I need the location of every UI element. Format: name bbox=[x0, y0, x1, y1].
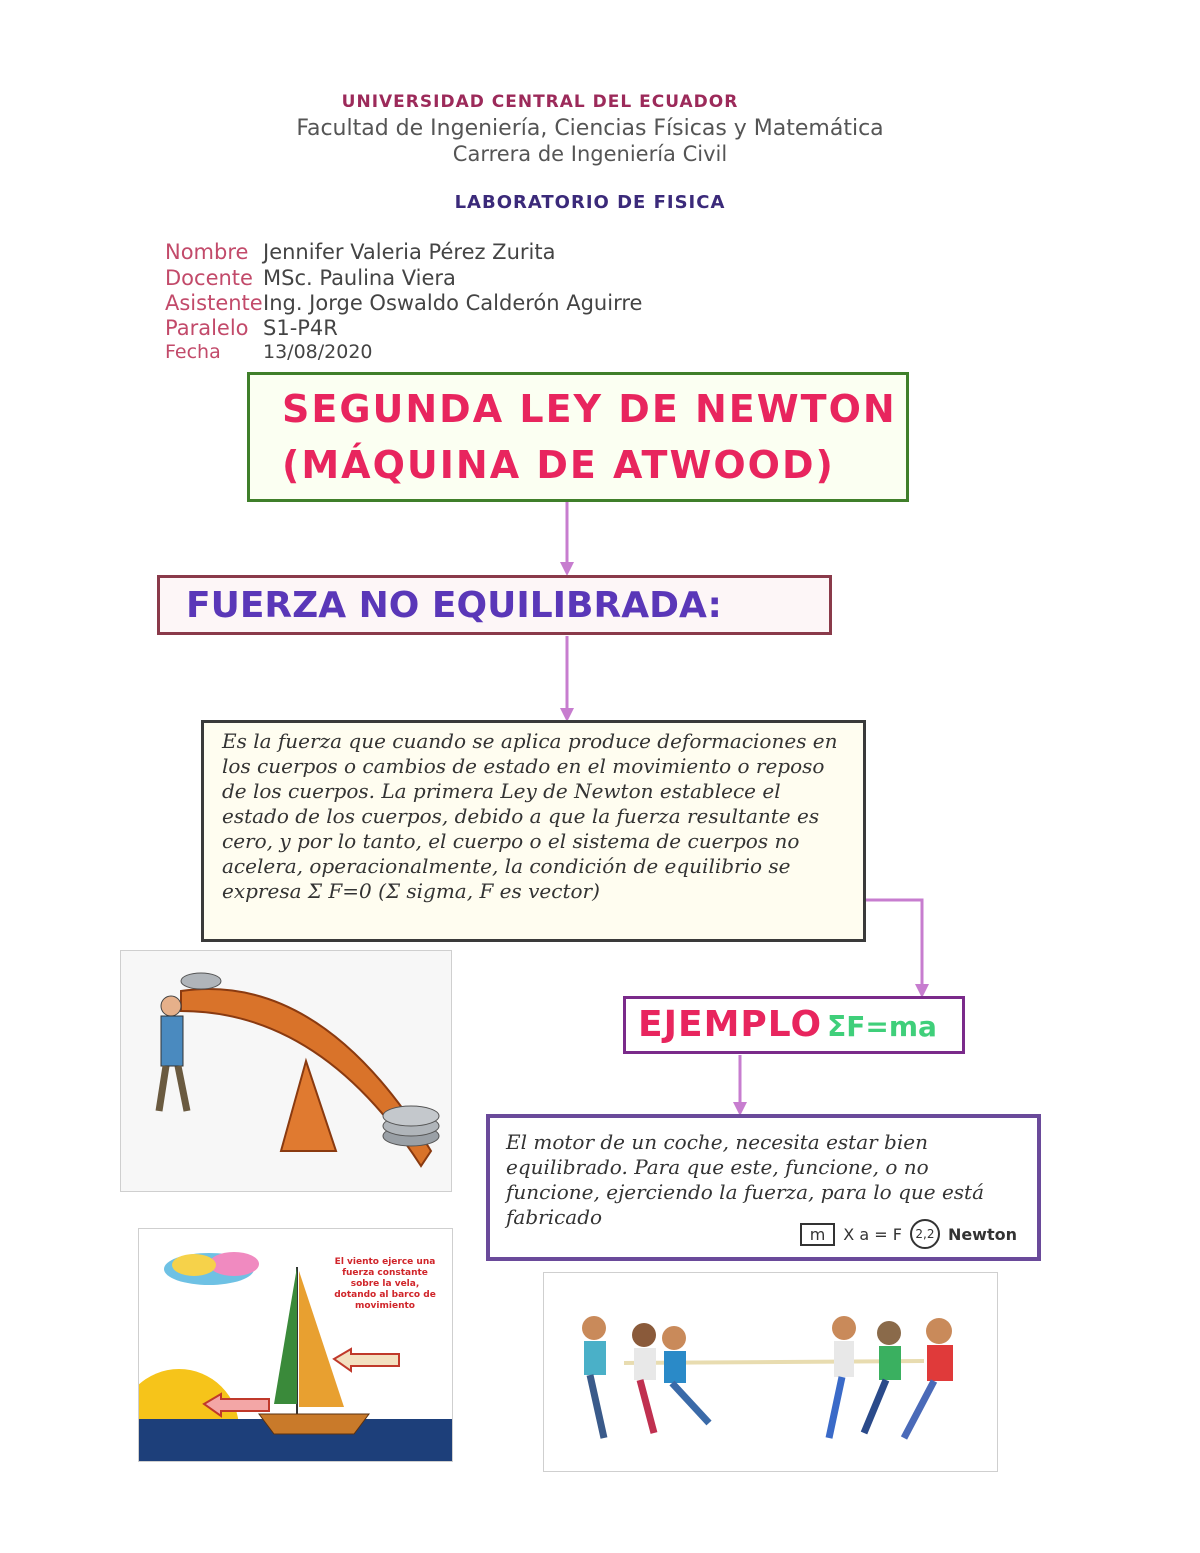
title-line-2: (MÁQUINA DE ATWOOD) bbox=[282, 443, 835, 487]
info-key: Asistente bbox=[165, 291, 263, 315]
definition-text: Es la fuerza que cuando se aplica produce deformaciones en los cuerpos o cambios de estado en el movimiento o reposo de los cuerpos. La primera Ley de Newton establece el estado de los cuerpos, debido a que la fuerza resultante es cero, y por lo tanto, el cuerpo o el sistema de cuerpos no acelera, operacionalmente, la condición de equilibrio se expresa Σ F=0 (Σ sigma, F es vector) bbox=[222, 729, 838, 903]
lab-title: LABORATORIO DE FISICA bbox=[454, 192, 726, 213]
definition-box bbox=[201, 720, 866, 942]
section-title: FUERZA NO EQUILIBRADA: bbox=[186, 585, 722, 626]
info-value: S1-P4R bbox=[263, 316, 338, 340]
tug-of-war-icon bbox=[544, 1273, 997, 1471]
equation-text: X a = F bbox=[843, 1224, 902, 1244]
section-box bbox=[157, 575, 832, 635]
info-key: Nombre bbox=[165, 240, 249, 264]
info-key: Fecha bbox=[165, 341, 221, 363]
info-key: Paralelo bbox=[165, 316, 249, 340]
tug-of-war-photo bbox=[543, 1272, 998, 1472]
info-value: 13/08/2020 bbox=[263, 341, 373, 363]
university-name: UNIVERSIDAD CENTRAL DEL ECUADOR bbox=[341, 92, 739, 112]
motor-text: El motor de un coche, necesita estar bien equilibrado. Para que este, funcione, o no funcione, ejerciendo la fuerza, para lo que está fabricado bbox=[506, 1130, 985, 1229]
seesaw-illustration bbox=[120, 950, 452, 1192]
sailboat-illustration bbox=[138, 1228, 453, 1462]
example-formula: ΣF=ma bbox=[827, 1010, 937, 1043]
info-key: Docente bbox=[165, 266, 253, 290]
example-label: EJEMPLO bbox=[638, 1004, 823, 1045]
sailboat-caption: El viento ejerce una fuerza constante sobre la vela, dotando al barco de movimiento bbox=[334, 1257, 436, 1311]
motor-example-box bbox=[486, 1114, 1041, 1261]
unit-label: Newton bbox=[947, 1224, 1017, 1244]
mass-block: m bbox=[800, 1223, 836, 1246]
info-value: Jennifer Valeria Pérez Zurita bbox=[263, 240, 556, 264]
info-value: Ing. Jorge Oswaldo Calderón Aguirre bbox=[263, 291, 643, 315]
seesaw-icon bbox=[121, 951, 451, 1191]
faculty-name: Facultad de Ingeniería, Ciencias Físicas y Matemática bbox=[296, 116, 884, 141]
career-name: Carrera de Ingeniería Civil bbox=[452, 142, 728, 166]
motor-equation bbox=[800, 1219, 1017, 1249]
circled-value: 2,2 bbox=[910, 1219, 940, 1249]
example-box bbox=[623, 996, 965, 1054]
title-line-1: SEGUNDA LEY DE NEWTON bbox=[282, 387, 897, 431]
info-value: MSc. Paulina Viera bbox=[263, 266, 456, 290]
